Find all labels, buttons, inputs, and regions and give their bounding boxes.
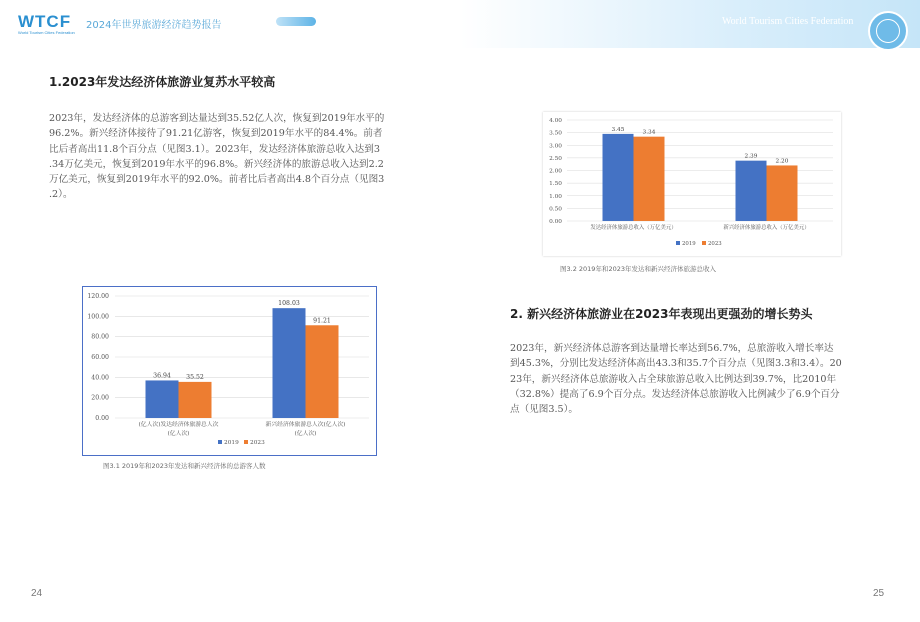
data-label: 3.45 xyxy=(611,126,625,133)
y-tick-label: 1.00 xyxy=(549,193,562,200)
bar-2023 xyxy=(634,137,665,221)
page-number-left: 24 xyxy=(31,588,43,599)
figure-3-2-chart xyxy=(543,112,841,256)
y-tick-label: 3.00 xyxy=(549,143,562,150)
data-label: 2.39 xyxy=(744,153,758,160)
wtcf-logo: WTCF xyxy=(18,12,72,31)
legend-swatch-2023 xyxy=(702,241,706,245)
data-label: 91.21 xyxy=(313,317,331,325)
left-paragraph xyxy=(49,111,419,203)
paragraph-line: .34万亿美元，恢复到2019年水平的96.8%。新兴经济体的旅游总收入达到2.2 xyxy=(49,158,384,170)
y-tick-label: 120.00 xyxy=(87,293,109,300)
y-tick-label: 0.50 xyxy=(549,206,562,213)
category-label: (亿人次) xyxy=(167,431,190,437)
data-label: 3.34 xyxy=(642,129,656,136)
legend-label: 2019 xyxy=(682,241,696,247)
bar-2019 xyxy=(273,308,306,418)
data-label: 2.20 xyxy=(775,158,789,165)
y-tick-label: 0.00 xyxy=(95,415,109,422)
report-title: 2024年世界旅游经济趋势报告 xyxy=(86,20,222,31)
figure-3-2-frame xyxy=(543,112,841,256)
figure-3-1-chart xyxy=(83,287,375,454)
data-label: 36.94 xyxy=(153,372,171,380)
category-label: (亿人次) xyxy=(294,431,317,437)
organization-name: World Tourism Cities Federation xyxy=(722,16,854,27)
header-decoration xyxy=(276,17,316,26)
paragraph-line: 万亿美元，恢复到2019年水平的92.0%。前者比后者高出4.8个百分点（见图3 xyxy=(49,174,385,186)
category-label: 新兴经济体旅游总收入（万亿美元） xyxy=(723,225,810,231)
y-tick-label: 100.00 xyxy=(87,313,109,321)
paragraph-line: （32.8%）提高了6.9个百分点。发达经济体总旅游收入比例减少了6.9个百分 xyxy=(510,388,840,400)
figure-3-2-caption: 图3.2 2019年和2023年发达和新兴经济体旅游总收入 xyxy=(560,265,716,273)
paragraph-line: 2023年，新兴经济体总游客到达量增长率达到56.7%，总旅游收入增长率达 xyxy=(510,343,834,354)
bar-2019 xyxy=(146,380,179,418)
y-tick-label: 0.00 xyxy=(549,219,562,225)
bar-2019 xyxy=(603,134,634,221)
legend-label: 2023 xyxy=(708,241,722,247)
y-tick-label: 1.50 xyxy=(549,181,562,188)
bar-2023 xyxy=(767,165,798,221)
legend-swatch-2019 xyxy=(676,241,680,245)
data-label: 35.52 xyxy=(186,373,204,381)
figure-3-1-caption: 图3.1 2019年和2023年发达和新兴经济体的总游客人数 xyxy=(103,462,266,470)
left-section-title: 1.2023年发达经济体旅游业复苏水平较高 xyxy=(49,75,276,89)
paragraph-line: 23年，新兴经济体总旅游收入占全球旅游总收入比例达到39.7%，比2010年 xyxy=(510,373,837,385)
paragraph-line: 96.2%。新兴经济体接待了91.21亿游客，恢复到2019年水平的84.4%。前者 xyxy=(49,128,383,140)
y-tick-label: 2.00 xyxy=(549,168,562,175)
y-tick-label: 40.00 xyxy=(91,374,109,382)
page-number-right: 25 xyxy=(873,588,885,599)
paragraph-line: .2）。 xyxy=(49,189,73,201)
paragraph-line: 2023年，发达经济体的总游客到达量达到35.52亿人次，恢复到2019年水平的 xyxy=(49,113,385,124)
paragraph-line: 到45.3%，分别比发达经济体高出43.3和35.7个百分点（见图3.3和3.4）。20 xyxy=(510,358,842,370)
bar-2023 xyxy=(179,382,212,418)
y-tick-label: 3.50 xyxy=(549,130,562,137)
bar-2023 xyxy=(306,325,339,418)
y-tick-label: 20.00 xyxy=(91,394,109,402)
right-section-title: 2. 新兴经济体旅游业在2023年表现出更强劲的增长势头 xyxy=(510,307,813,321)
category-label: 新兴经济体旅游总人次(亿人次) xyxy=(265,422,346,428)
category-label: 发达经济体旅游总收入（万亿美元） xyxy=(590,225,677,231)
category-label: (亿人次)发达经济体旅游总人次 xyxy=(138,422,219,428)
right-paragraph xyxy=(510,341,880,417)
y-tick-label: 80.00 xyxy=(91,333,109,341)
legend-swatch-2023 xyxy=(244,440,248,444)
legend-label: 2023 xyxy=(250,440,265,446)
legend-swatch-2019 xyxy=(218,440,222,444)
legend-label: 2019 xyxy=(224,440,239,446)
figure-3-1-frame xyxy=(82,286,377,456)
bar-2019 xyxy=(736,161,767,221)
y-tick-label: 4.00 xyxy=(549,118,562,124)
paragraph-line: 点（见图3.5）。 xyxy=(510,404,579,416)
paragraph-line: 比后者高出11.8个百分点（见图3.1）。2023年，发达经济体旅游总收入达到3 xyxy=(49,143,380,155)
y-tick-label: 2.50 xyxy=(549,155,562,162)
y-tick-label: 60.00 xyxy=(91,354,109,361)
wtcf-logo-subtitle: World Tourism Cities Federation xyxy=(18,30,75,35)
globe-emblem-icon xyxy=(868,11,908,51)
data-label: 108.03 xyxy=(278,300,300,308)
